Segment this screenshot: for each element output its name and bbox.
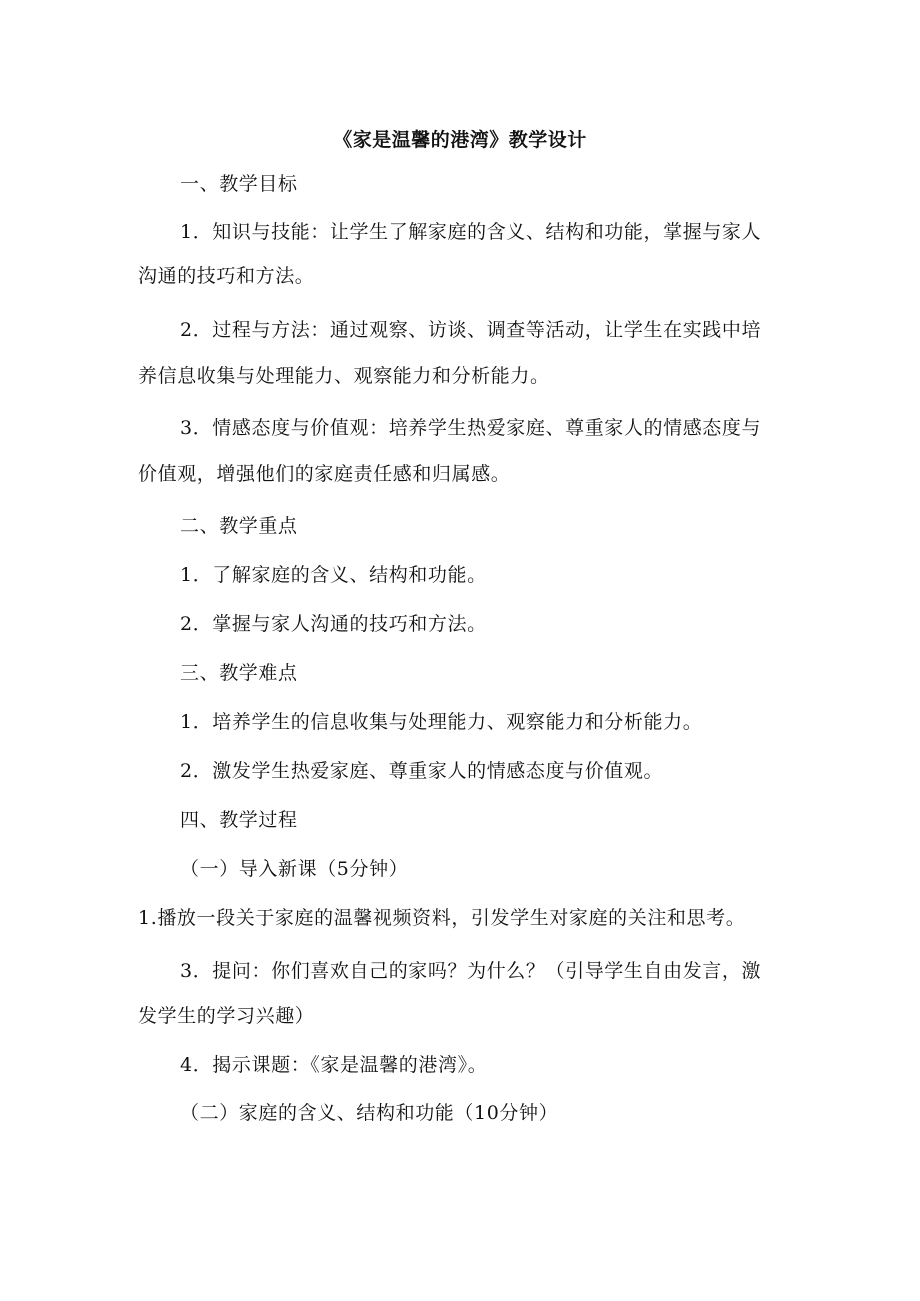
list-item: 2．掌握与家人沟通的技巧和方法。 [180, 613, 487, 635]
paragraph-line: 3．情感态度与价值观：培养学生热爱家庭、尊重家人的情感态度与 [180, 417, 762, 439]
paragraph-line: 4．揭示课题：《家是温馨的港湾》。 [180, 1054, 488, 1076]
paragraph-line: 2．过程与方法：通过观察、访谈、调查等活动，让学生在实践中培 [180, 319, 762, 341]
section-heading-difficulties: 三、教学难点 [180, 662, 298, 684]
paragraph-line: 养信息收集与处理能力、观察能力和分析能力。 [138, 365, 550, 387]
section-heading-objectives: 一、教学目标 [180, 173, 298, 195]
paragraph-line: 1．知识与技能：让学生了解家庭的含义、结构和功能，掌握与家人 [180, 221, 762, 243]
list-item: 1．了解家庭的含义、结构和功能。 [180, 564, 487, 586]
document-title: 《家是温馨的港湾》教学设计 [333, 129, 587, 151]
paragraph-line: 3．提问：你们喜欢自己的家吗？为什么？（引导学生自由发言，激 [180, 960, 762, 982]
section-heading-key-points: 二、教学重点 [180, 515, 298, 537]
subsection-heading: （一）导入新课（5分钟） [180, 858, 409, 880]
paragraph-line: 价值观，增强他们的家庭责任感和归属感。 [138, 463, 511, 485]
paragraph-line: 发学生的学习兴趣） [138, 1005, 315, 1027]
section-heading-process: 四、教学过程 [180, 809, 298, 831]
list-item: 2．激发学生热爱家庭、尊重家人的情感态度与价值观。 [180, 760, 664, 782]
paragraph-line: 沟通的技巧和方法。 [138, 265, 315, 287]
list-item: 1．培养学生的信息收集与处理能力、观察能力和分析能力。 [180, 711, 703, 733]
subsection-heading: （二）家庭的含义、结构和功能（10分钟） [180, 1102, 559, 1124]
paragraph-line: 1.播放一段关于家庭的温馨视频资料，引发学生对家庭的关注和思考。 [138, 907, 746, 929]
